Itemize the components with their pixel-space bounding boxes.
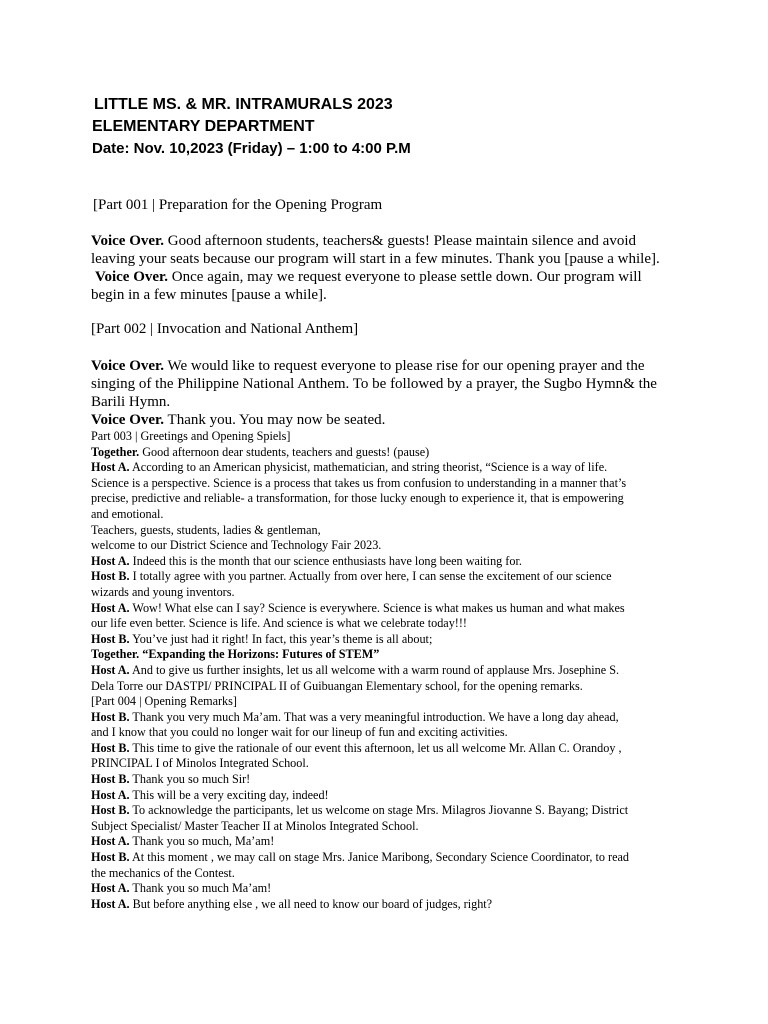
script-text: You’ve just had it right! In fact, this year’s theme is all about;	[129, 631, 433, 646]
speaker-label: Voice Over.	[91, 233, 165, 249]
script-line	[91, 850, 691, 866]
script-text: Once again, may we request everyone to please settle down. Our program will	[168, 269, 642, 285]
script-text: This will be a very exciting day, indeed!	[129, 787, 329, 802]
script-line	[91, 647, 691, 663]
script-text: Thank you so much Ma’am!	[129, 881, 272, 896]
speaker-label: Host B.	[91, 740, 130, 755]
script-text: Science is a perspective. Science is a process that takes us from confusion to understanding in a manner that’s	[91, 475, 627, 490]
script-text: wizards and young inventors.	[91, 584, 235, 599]
script-line	[91, 725, 691, 741]
speaker-label: Voice Over.	[91, 412, 165, 428]
script-text: Thank you very much Ma’am. That was a very meaningful introduction. We have a long day ahead,	[129, 709, 619, 724]
script-line	[91, 538, 691, 554]
speaker-label: Host B.	[91, 803, 130, 818]
voice-over-paragraph	[91, 232, 691, 304]
script-text: and emotional.	[91, 506, 164, 521]
script-line	[91, 445, 691, 461]
script-text: Indeed this is the month that our science enthusiasts have long been waiting for.	[129, 553, 522, 568]
script-line	[91, 881, 691, 897]
script-line	[91, 772, 691, 788]
script-line	[91, 569, 691, 585]
script-body	[91, 429, 691, 912]
script-text: Good afternoon dear students, teachers and guests! (pause)	[139, 444, 430, 459]
speaker-label: Host A.	[91, 834, 130, 849]
script-line	[91, 679, 691, 695]
part-002-heading: [Part 002 | Invocation and National Anthem]	[91, 321, 359, 337]
script-text: This time to give the rationale of our event this afternoon, let us all welcome Mr. Allan C. Orandoy ,	[129, 740, 622, 755]
voice-over-paragraph	[91, 357, 691, 429]
script-text: [Part 004 | Opening Remarks]	[91, 694, 237, 709]
script-line	[91, 897, 691, 913]
script-line	[91, 476, 691, 492]
script-line	[91, 601, 691, 617]
speaker-label: Host A.	[91, 881, 130, 896]
script-text: leaving your seats because our program will start in a few minutes. Thank you [pause a while].	[91, 251, 660, 267]
script-text: Thank you so much, Ma’am!	[129, 834, 275, 849]
speaker-label: Host A.	[91, 600, 130, 615]
script-text: Barili Hymn.	[91, 394, 171, 410]
speaker-label: Host B.	[91, 631, 130, 646]
script-text: our life even better. Science is life. And science is what we celebrate today!!!	[91, 616, 467, 631]
script-text: We would like to request everyone to please rise for our opening prayer and the	[164, 358, 645, 374]
script-line	[91, 585, 691, 601]
script-line	[91, 834, 691, 850]
speaker-label: Host A.	[91, 460, 130, 475]
script-text: Dela Torre our DASTPI/ PRINCIPAL II of Guibuangan Elementary school, for the opening remarks.	[91, 678, 583, 693]
speaker-label: Together.	[91, 444, 140, 459]
speaker-label: Together. “Expanding the Horizons: Futures of STEM”	[91, 647, 380, 662]
part-001-heading: [Part 001 | Preparation for the Opening Program	[93, 197, 383, 213]
speaker-label: Voice Over.	[91, 358, 165, 374]
script-line	[91, 663, 691, 679]
script-line	[91, 756, 691, 772]
script-line	[91, 460, 691, 476]
script-text: At this moment , we may call on stage Mrs. Janice Maribong, Secondary Science Coordinator, to read	[129, 850, 630, 865]
script-line	[91, 866, 691, 882]
script-text: singing of the Philippine National Anthem. To be followed by a prayer, the Sugbo Hymn& the	[91, 376, 657, 392]
script-line	[91, 491, 691, 507]
script-text: Thank you. You may now be seated.	[164, 412, 386, 428]
script-text: Part 003 | Greetings and Opening Spiels]	[91, 429, 291, 443]
script-text: According to an American physicist, mathematician, and string theorist, “Science is a way of life.	[129, 460, 608, 475]
script-text: the mechanics of the Contest.	[91, 865, 235, 880]
script-text: and I know that you could no longer wait for our lineup of fun and exciting activities.	[91, 725, 508, 740]
speaker-label: Voice Over.	[95, 269, 169, 285]
speaker-label: Host A.	[91, 553, 130, 568]
speaker-label: Host B.	[91, 709, 130, 724]
script-line	[91, 803, 691, 819]
script-line	[91, 710, 691, 726]
script-line	[91, 819, 691, 835]
speaker-label: Host B.	[91, 569, 130, 584]
script-text: But before anything else , we all need to know our board of judges, right?	[129, 896, 493, 911]
script-text: Subject Specialist/ Master Teacher II at Minolos Integrated School.	[91, 818, 419, 833]
script-line	[91, 788, 691, 804]
script-text: I totally agree with you partner. Actually from over here, I can sense the excitement of our science	[129, 569, 612, 584]
script-line	[91, 554, 691, 570]
script-text: Thank you so much Sir!	[129, 772, 251, 787]
script-text: PRINCIPAL I of Minolos Integrated School.	[91, 756, 309, 771]
script-text: Good afternoon students, teachers& guests! Please maintain silence and avoid	[164, 233, 636, 249]
script-text: Wow! What else can I say? Science is everywhere. Science is what makes us human and what makes	[129, 600, 625, 615]
speaker-label: Host A.	[91, 662, 130, 677]
script-text: Teachers, guests, students, ladies & gentleman,	[91, 522, 321, 537]
script-line	[91, 741, 691, 757]
script-line	[91, 429, 691, 445]
event-date: Date: Nov. 10,2023 (Friday) – 1:00 to 4:00 P.M	[92, 140, 411, 157]
document-title: LITTLE MS. & MR. INTRAMURALS 2023	[94, 96, 393, 113]
speaker-label: Host B.	[91, 850, 130, 865]
script-text: And to give us further insights, let us all welcome with a warm round of applause Mrs. Josephine S.	[129, 662, 620, 677]
script-text: welcome to our District Science and Technology Fair 2023.	[91, 538, 382, 553]
script-text: begin in a few minutes [pause a while].	[91, 287, 327, 303]
script-text: precise, predictive and reliable- a transformation, for those lucky enough to experience it, that is empowering	[91, 491, 624, 506]
script-text: To acknowledge the participants, let us welcome on stage Mrs. Milagros Jiovanne S. Bayang; District	[129, 803, 629, 818]
script-line	[91, 523, 691, 539]
script-line	[91, 632, 691, 648]
script-line	[91, 694, 691, 710]
speaker-label: Host B.	[91, 772, 130, 787]
speaker-label: Host A.	[91, 787, 130, 802]
department-heading: ELEMENTARY DEPARTMENT	[92, 118, 315, 135]
script-line	[91, 507, 691, 523]
speaker-label: Host A.	[91, 896, 130, 911]
script-line	[91, 616, 691, 632]
